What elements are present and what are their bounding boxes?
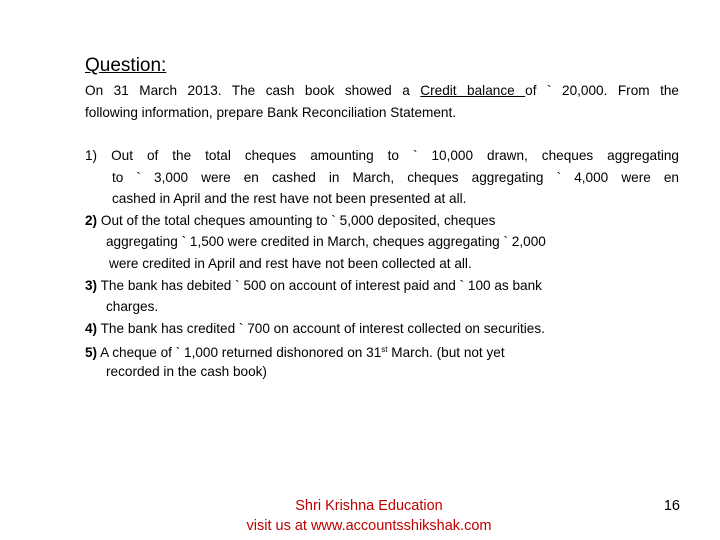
item-number: 2) bbox=[85, 213, 98, 228]
item-number: 4) bbox=[85, 321, 98, 336]
item-text: The bank has debited ` 500 on account of interest paid and ` 100 as bank bbox=[97, 278, 542, 293]
item-number: 5) bbox=[85, 345, 98, 360]
item-1-line-3: cashed in April and the rest have not been presented at all. bbox=[112, 191, 467, 206]
credit-balance-underlined: Credit balance bbox=[420, 83, 526, 98]
item-2-line-3: were credited in April and rest have not been collected at all. bbox=[109, 256, 472, 271]
item-1-line-2: to ` 3,000 were en cashed in March, cheques aggregating ` 4,000 were en bbox=[112, 170, 679, 185]
item-text: The bank has credited ` 700 on account of interest collected on securities. bbox=[97, 321, 545, 336]
question-heading: Question: bbox=[85, 55, 167, 76]
page-number: 16 bbox=[663, 498, 680, 514]
superscript: st bbox=[381, 345, 388, 354]
item-5-line-2: recorded in the cash book) bbox=[106, 364, 267, 379]
item-text: March. (but not yet bbox=[387, 345, 505, 360]
item-3-line-1 bbox=[85, 277, 542, 295]
footer-website: visit us at www.accountsshikshak.com bbox=[246, 518, 492, 534]
item-5-line-1 bbox=[85, 341, 505, 362]
footer-org-name: Shri Krishna Education bbox=[295, 498, 443, 514]
item-2-line-1 bbox=[85, 212, 495, 230]
item-text: Out of the total cheques amounting to ` 5,000 deposited, cheques bbox=[97, 213, 496, 228]
item-text: A cheque of ` 1,000 returned dishonored on 31 bbox=[97, 345, 382, 360]
intro-text: of ` 20,000. From the bbox=[525, 83, 679, 98]
item-4-line-1 bbox=[85, 320, 545, 338]
intro-line-2: following information, prepare Bank Reconciliation Statement. bbox=[85, 105, 457, 120]
intro-line-1 bbox=[85, 82, 679, 100]
item-3-line-2: charges. bbox=[106, 299, 159, 314]
intro-text: On 31 March 2013. The cash book showed a bbox=[85, 83, 421, 98]
item-2-line-2: aggregating ` 1,500 were credited in March, cheques aggregating ` 2,000 bbox=[106, 234, 546, 249]
item-1-line-1: 1) Out of the total cheques amounting to ` 10,000 drawn, cheques aggregating bbox=[85, 148, 679, 163]
item-number: 3) bbox=[85, 278, 98, 293]
